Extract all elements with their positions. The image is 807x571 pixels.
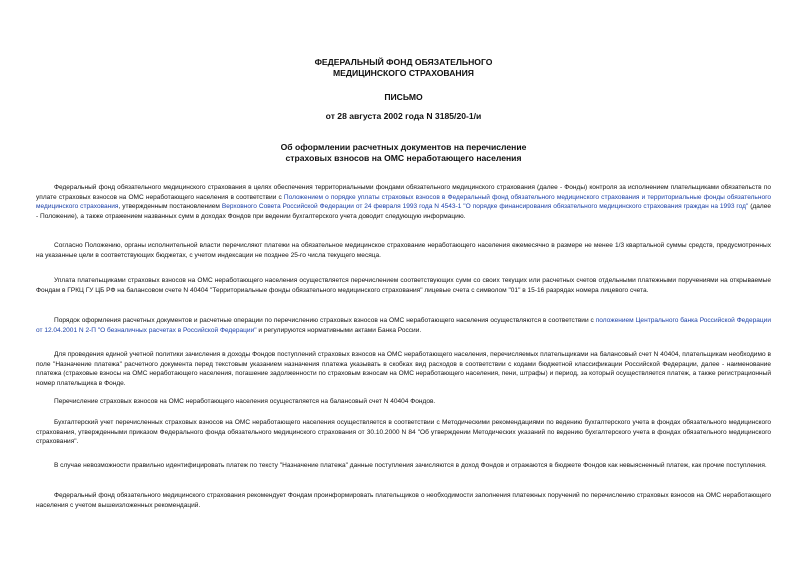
issuer-line-2: МЕДИЦИНСКОГО СТРАХОВАНИЯ bbox=[333, 68, 474, 78]
document-type: ПИСЬМО bbox=[384, 92, 423, 102]
paragraph-6: Перечисление страховых взносов на ОМС неработающего населения осуществляется на балансовый счет N 40404 Фондов. bbox=[54, 398, 436, 405]
paragraph-7: Бухгалтерский учет перечисленных страховых взносов на ОМС неработающего населения осуществляется в соответствии с Методическими рекомендациями по ведению бухгалтерского учета в фондах обязательного медицинского страхования, утвержденными приказом Федерального фонда обязательного медицинского страхования от 30.10.2000 N 84 "Об утверждении Методических указаний по ведению бухгалтерского учета в фондах обязательного медицинского страхования". bbox=[36, 419, 771, 446]
title-line-2: страховых взносов на ОМС неработающего населения bbox=[285, 153, 522, 163]
title-line-1: Об оформлении расчетных документов на перечисление bbox=[280, 142, 527, 152]
link-regulation-on-contributions[interactable]: Положением о порядке уплаты страховых взносов в Федеральный фонд обязательного медицинского страхования и территориальные фонды обязательного медицинского страхования bbox=[36, 193, 771, 211]
paragraph-3: Уплата плательщиками страховых взносов на ОМС неработающего населения осуществляется перечислением соответствующих сумм со своих текущих или расчетных счетов отдельными платежными поручениями на открываемые Фондам в ГРКЦ ГУ ЦБ РФ на балансовом счете N 40404 "Территориальные фонды обязательного медицинского страхования" лицевые счета с символом "01" в 15-16 разрядах номера лицевого счета. bbox=[36, 277, 771, 294]
document-date-number: от 28 августа 2002 года N 3185/20-1/и bbox=[325, 111, 482, 121]
issuer-line-1: ФЕДЕРАЛЬНЫЙ ФОНД ОБЯЗАТЕЛЬНОГО bbox=[314, 57, 493, 67]
paragraph-5: Для проведения единой учетной политики зачисления в доходы Фондов поступлений страховых взносов на ОМС неработающего населения, перечисляемых плательщиками на балансовый счет N 40404, плательщикам необходимо в поле "Назначение платежа" расчетного документа перед текстовым указанием назначения платежа указывать в скобках вид расходов в соответствии с кодами бюджетной классификации Российской Федерации, далее - наименование платежа (страховые взносы на ОМС неработающего населения, погашение задолженности по страховым взносам на ОМС неработающего населения, пени, штрафы) и период, за который осуществляется платеж, а также регистрационный номер плательщика в Фонде. bbox=[36, 351, 771, 387]
paragraph-8: В случае невозможности правильно идентифицировать платеж по тексту "Назначение платежа" данные поступления зачисляются в доход Фондов и отражаются в бюджете Фондов как невыясненный платеж, как прочие поступления. bbox=[54, 462, 767, 469]
issuer-heading bbox=[0, 57, 807, 79]
link-supreme-council-resolution[interactable]: Верховного Совета Российской Федерации от 24 февраля 1993 года N 4543-1 "О порядке финансирования обязательного медицинского страхования граждан на 1993 год" bbox=[221, 203, 749, 211]
paragraph-1: Федеральный фонд обязательного медицинского страхования в целях обеспечения территориальными фондами обязательного медицинского страхования (далее - Фонды) контроля за исполнением плательщиками обязательств по уплате страховых взносов на ОМС неработающего населения в соответствии с Положением о порядке уплаты страховых взносов в Федеральный фонд обязательного медицинского страхования и территориальные фонды обязательного медицинского страхования, утвержденным постановлением Верховного Совета Российской Федерации от 24 февраля 1993 года N 4543-1 "О порядке финансирования обязательного медицинского страхования граждан на 1993 год" (далее - Положение), а также отражением названных сумм в доходах Фондов при ведении бухгалтерского учета доводит следующую информацию. bbox=[36, 184, 772, 220]
paragraph-4: Порядок оформления расчетных документов и расчетные операции по перечислению страховых взносов на ОМС неработающего населения осуществляются в соответствии с положением Центрального банка Российской Федерации от 12.04.2001 N 2-П "О безналичных расчетах в Российской Федерации" и регулируются нормативными актами Банка России. bbox=[36, 317, 771, 334]
paragraph-9: Федеральный фонд обязательного медицинского страхования рекомендует Фондам проинформировать плательщиков о необходимости заполнения платежных поручений по перечислению страховых взносов на ОМС неработающего населения с учетом вышеизложенных рекомендаций. bbox=[36, 492, 771, 509]
paragraph-2: Согласно Положению, органы исполнительной власти перечисляют платежи на обязательное медицинское страхование неработающего населения ежемесячно в размере не менее 1/3 квартальной суммы средств, предусмотренных на указанные цели в соответствующих бюджетах, с учетом индексации не позднее 25-го числа текущего месяца. bbox=[36, 242, 771, 259]
document-title bbox=[0, 142, 807, 164]
link-central-bank-regulation[interactable]: положением Центрального банка Российской Федерации от 12.04.2001 N 2-П "О безналичных расчетах в Российской Федерации" bbox=[36, 317, 771, 334]
